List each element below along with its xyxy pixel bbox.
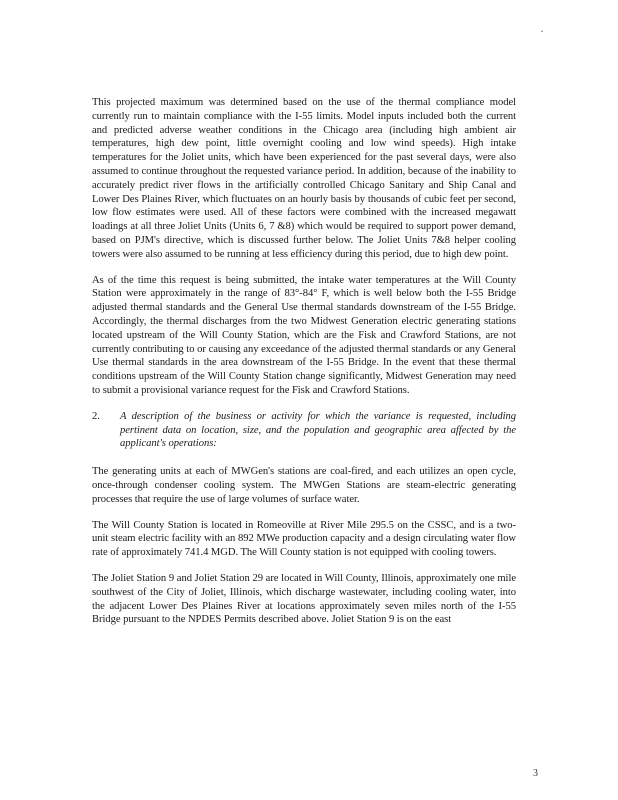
corner-mark: · <box>540 24 544 38</box>
numbered-item <box>92 410 516 451</box>
item-heading: A description of the business or activity for which the variance is requested, including pertinent data on location, size, and the population and geographic area affected by the applicant's operations: <box>120 410 516 450</box>
paragraph-joliet-stations: The Joliet Station 9 and Joliet Station 29 are located in Will County, Illinois, approximately one mile southwest of the City of Joliet, Illinois, which discharge wastewater, including cooling water, into the adjacent Lower Des Plaines River at locations approximately seven miles north of the I-55 Bridge pursuant to the NPDES Permits described above. Joliet Station 9 is on the east <box>92 572 516 626</box>
item-number: 2. <box>92 410 100 422</box>
page-number: 3 <box>533 768 538 779</box>
document-body <box>92 96 516 639</box>
paragraph-intake-temperatures: As of the time this request is being submitted, the intake water temperatures at the Will County Station were approximately in the range of 83°-84° F, which is well below both the I-55 Bridge adjusted thermal standards and the General Use thermal standards downstream of the I-55 Bridge. Accordingly, the thermal discharges from the two Midwest Generation electric generating stations located upstream of the Will County Station, which are the Fisk and Crawford Stations, are not currently contributing to or causing any exceedance of the adjusted thermal standards or any General Use thermal standards in the area downstream of the I-55 Bridge. In the event that these thermal conditions upstream of the Will County Station change significantly, Midwest Generation may need to submit a provisional variance request for the Fisk and Crawford Stations. <box>92 274 516 396</box>
paragraph-generating-units: The generating units at each of MWGen's stations are coal-fired, and each utilizes an open cycle, once-through condenser cooling system. The MWGen Stations are steam-electric generating processes that require the use of large volumes of surface water. <box>92 466 516 505</box>
paragraph-thermal-model: This projected maximum was determined based on the use of the thermal compliance model currently run to maintain compliance with the I-55 limits. Model inputs included both the current and predicted adverse weather conditions in the Chicago area (including high ambient air temperatures, high dew point, little overnight cooling and low wind speeds). High intake temperatures for the Joliet units, which have been experienced for the past several days, were also assumed to continue throughout the requested variance period. In addition, because of the inability to accurately predict river flows in the artificially controlled Chicago Sanitary and Ship Canal and Lower Des Plaines River, which fluctuates on an hourly basis by thousands of cubic feet per second, low flow estimates were used. All of these factors were combined with the increased megawatt loadings at all three Joliet Units (Units 6, 7 &8) which would be required to support power demand, based on PJM's directive, which is discussed further below. The Joliet Units 7&8 helper cooling towers were also assumed to be running at less efficiency during this period, due to high dew point. <box>92 97 516 260</box>
paragraph-will-county: The Will County Station is located in Romeoville at River Mile 295.5 on the CSSC, and is a two-unit steam electric facility with an 892 MWe production capacity and a design circulating water flow rate of approximately 741.4 MGD. The Will County station is not equipped with cooling towers. <box>92 519 516 559</box>
